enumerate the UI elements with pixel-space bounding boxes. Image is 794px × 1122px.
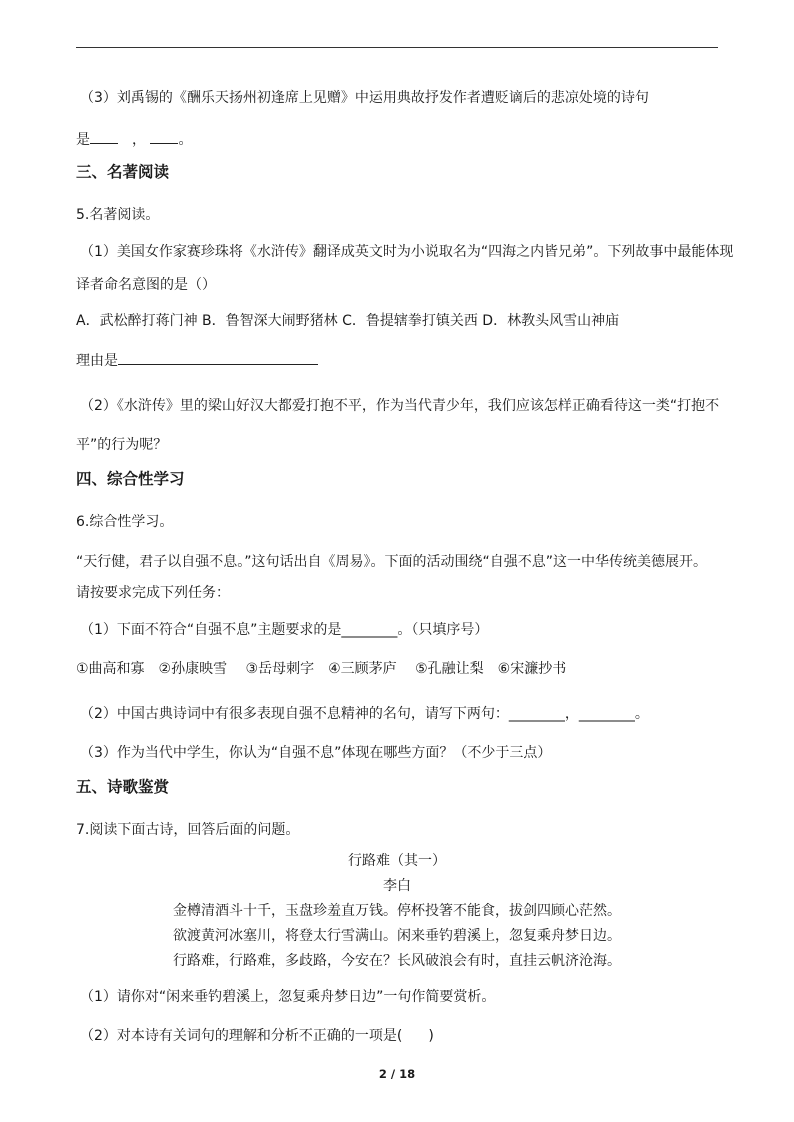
section-heading: 四、综合性学习 — [76, 470, 185, 488]
q5-options: A．武松醉打蒋门神 B．鲁智深大闹野猪林 C．鲁提辖拳打镇关西 D．林教头风雪山神庙 — [76, 313, 620, 329]
poem-line: 金樽清酒斗十千，玉盘珍羞直万钱。停杯投箸不能食，拔剑四顾心茫然。 — [173, 903, 621, 919]
q6-item3: （3）作为当代中学生，你认为“自强不息”体现在哪些方面？（不少于三点） — [80, 745, 552, 761]
poem-author: 李白 — [383, 878, 411, 894]
question-title: 5.名著阅读。 — [76, 207, 160, 223]
q5-item2-line1: （2）《水浒传》里的梁山好汉大都爱打抱不平，作为当代青少年，我们应该怎样正确看待这一类“打抱不 — [80, 398, 720, 414]
section-heading: 三、名著阅读 — [76, 163, 170, 181]
poem-line: 行路难，行路难，多歧路，今安在？长风破浪会有时，直挂云帆济沧海。 — [173, 953, 621, 969]
q6-item2: （2）中国古典诗词中有很多表现自强不息精神的名句，请写下两句：________，________。 — [80, 706, 649, 722]
q6-item1: （1）下面不符合“自强不息”主题要求的是________。（只填序号） — [80, 622, 489, 638]
q6-intro-line2: 请按要求完成下列任务： — [76, 585, 230, 601]
reason-label: 理由是 — [76, 353, 118, 369]
q4-item3-prefix: 是 — [76, 132, 90, 148]
question-title: 7.阅读下面古诗，回答后面的问题。 — [76, 822, 300, 838]
q7-item1: （1）请你对“闲来垂钓碧溪上，忽复乘舟梦日边”一句作简要赏析。 — [80, 989, 496, 1005]
q5-reason — [76, 350, 318, 371]
poem-line: 欲渡黄河冰塞川，将登太行雪满山。闲来垂钓碧溪上，忽复乘舟梦日边。 — [173, 928, 621, 944]
q6-intro-line1: “天行健，君子以自强不息。”这句话出自《周易》。下面的活动围绕“自强不息”这一中华传统美德展开。 — [76, 554, 708, 570]
q4-item3-sep: ， — [132, 132, 146, 148]
answer-blank[interactable] — [90, 129, 118, 144]
q4-item3-line2 — [76, 129, 192, 150]
q6-choices: ①曲高和寡 ②孙康映雪 ③岳母刺字 ④三顾茅庐 ⑤孔融让梨 ⑥宋濂抄书 — [76, 661, 567, 677]
q5-item1-line2: 译者命名意图的是（） — [76, 277, 216, 293]
answer-blank[interactable] — [150, 129, 178, 144]
header-rule — [76, 47, 718, 48]
q5-item2-line2: 平”的行为呢？ — [76, 437, 168, 453]
q4-item3-suffix: 。 — [178, 132, 193, 148]
q5-item1-line1: （1）美国女作家赛珍珠将《水浒传》翻译成英文时为小说取名为“四海之内皆兄弟”。下列故事中最能体现 — [80, 244, 734, 260]
question-title: 6.综合性学习。 — [76, 514, 174, 530]
q7-item2 — [80, 1026, 434, 1046]
q7-item2-text: （2）对本诗有关词句的理解和分析不正确的一项是( — [80, 1028, 403, 1044]
page-number: 2 / 18 — [378, 1067, 416, 1081]
q7-item2-close: ) — [428, 1028, 434, 1044]
section-heading: 五、诗歌鉴赏 — [76, 778, 170, 796]
reason-blank[interactable] — [118, 350, 318, 365]
q4-item3-line1: （3）刘禹锡的《酬乐天扬州初逢席上见赠》中运用典故抒发作者遭贬谪后的悲凉处境的诗句 — [80, 90, 649, 106]
poem-title: 行路难（其一） — [348, 853, 446, 869]
